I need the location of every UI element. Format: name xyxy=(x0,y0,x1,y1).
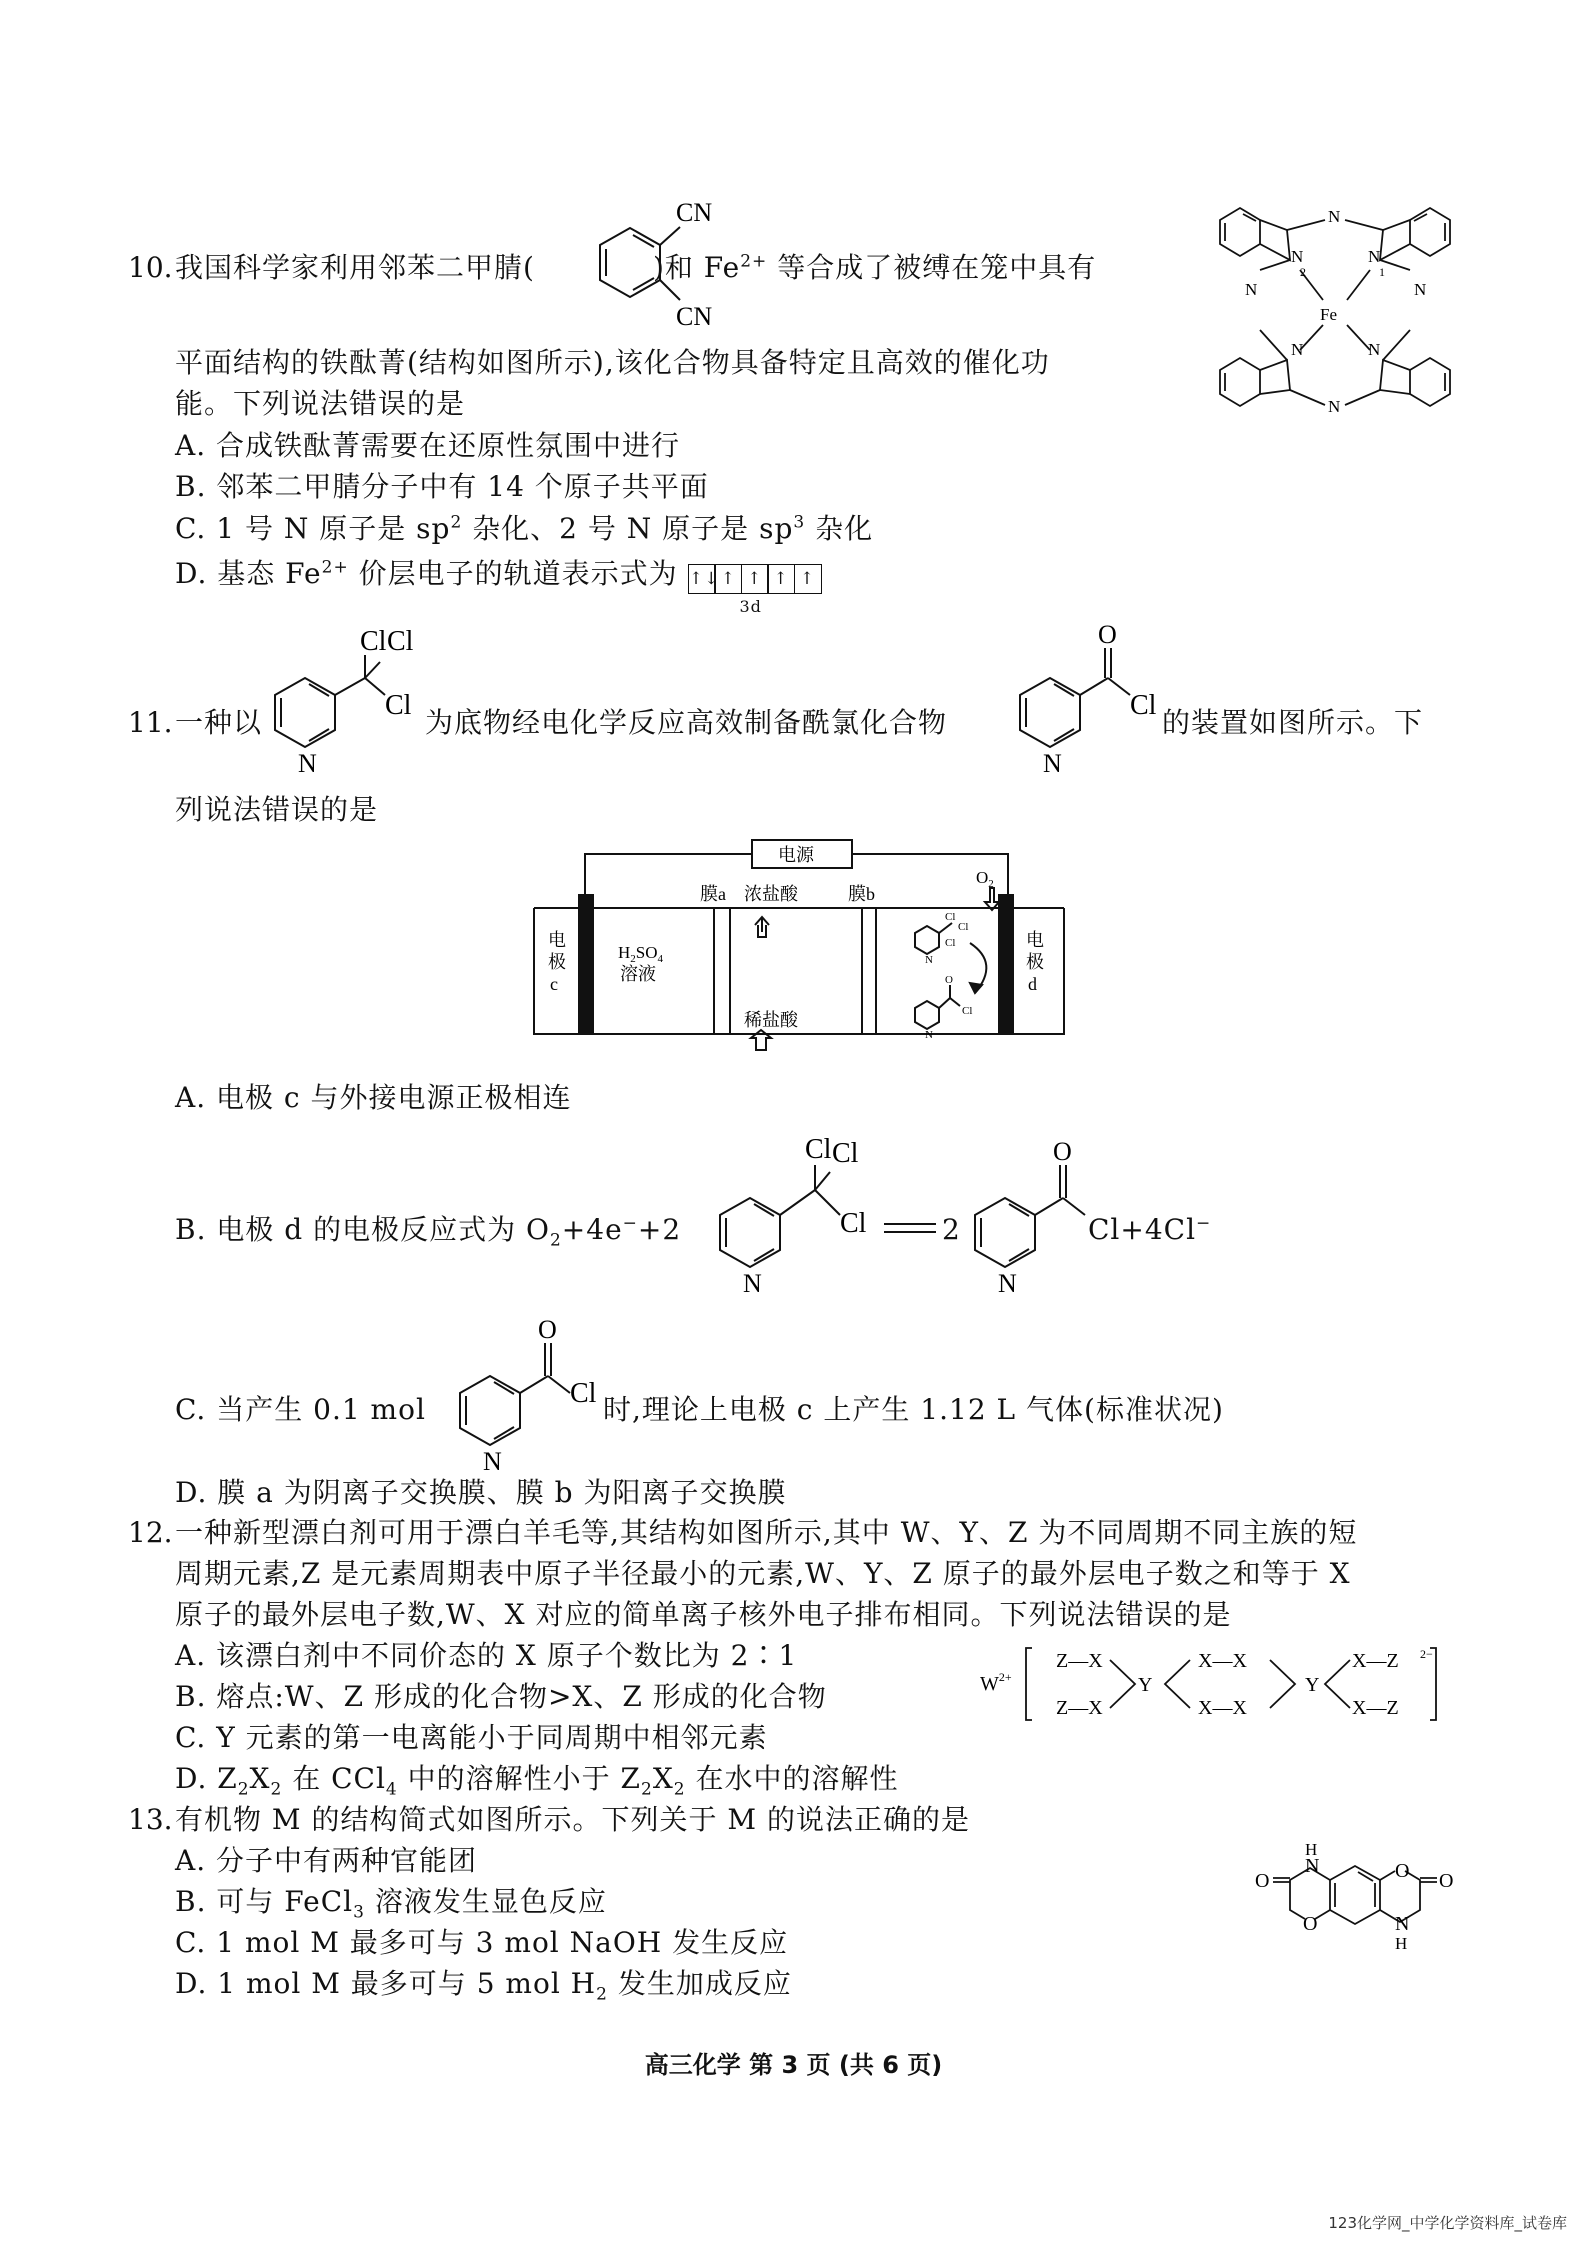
svg-text:H: H xyxy=(1395,1934,1408,1953)
q10-stem-line1: 我国科学家利用邻苯二甲腈( )和 $Fe^{2+}$ 等合成了被缚在笼中具有 xyxy=(175,251,1097,284)
svg-text:N: N xyxy=(1368,340,1381,359)
svg-text:N: N xyxy=(1328,397,1341,416)
svg-text:Cl: Cl xyxy=(962,1005,973,1017)
q12-stem-line1: 一种新型漂白剂可用于漂白羊毛等,其结构如图所示,其中 W、Y、Z 为不同周期不同主族的短 xyxy=(175,1516,1358,1549)
svg-text:Cl: Cl xyxy=(387,626,414,657)
svg-text:O: O xyxy=(1098,620,1117,649)
svg-text:浓盐酸: 浓盐酸 xyxy=(744,884,798,904)
q11-option-b: B. 电极 d 的电极反应式为 $O_2+4e^-+2$ xyxy=(175,1213,682,1251)
svg-text:O2: $O_2$ xyxy=(976,868,994,890)
bleach-structure xyxy=(980,1640,1460,1730)
q10-option-a: A. 合成铁酞菁需要在还原性氛围中进行 xyxy=(175,429,681,462)
compound-m-structure xyxy=(1235,1835,1475,1965)
svg-text:W2+: $W^{2+}$ xyxy=(980,1670,1012,1695)
q13-option-b: B. 可与 FeCl$_3$ 溶液发生显色反应 xyxy=(175,1885,607,1923)
svg-text:N: N xyxy=(1414,280,1427,299)
page-footer: 高三化学 第 3 页 (共 6 页) xyxy=(644,2051,943,2079)
svg-text:X—X: X—X xyxy=(1198,1697,1247,1719)
q10-option-b: B. 邻苯二甲腈分子中有 14 个原子共平面 xyxy=(175,470,709,503)
q13-number: 13. xyxy=(128,1803,173,1836)
svg-text:N: N xyxy=(1368,247,1381,266)
svg-text:膜b: 膜b xyxy=(848,884,875,904)
q11-option-a: A. 电极 c 与外接电源正极相连 xyxy=(175,1081,572,1114)
q11-number: 11. xyxy=(128,706,173,739)
q13-stem-line1: 有机物 M 的结构简式如图所示。下列关于 M 的说法正确的是 xyxy=(175,1803,970,1836)
equals-sign xyxy=(880,1218,940,1238)
svg-text:X—Z: X—Z xyxy=(1352,1697,1399,1719)
q10-number: 10. xyxy=(128,251,173,284)
svg-text:O: O xyxy=(1255,1870,1270,1892)
q13-option-c: C. 1 mol M 最多可与 3 mol NaOH 发生反应 xyxy=(175,1926,789,1959)
q11-stem-line2: 列说法错误的是 xyxy=(175,793,379,826)
option-b-product xyxy=(955,1120,1095,1310)
q10-stem-line3: 能。下列说法错误的是 xyxy=(175,387,466,420)
q11-stem-c: 的装置如图所示。下 xyxy=(1162,706,1424,739)
svg-text:极: 极 xyxy=(1026,952,1044,972)
svg-text:N: N xyxy=(483,1447,502,1476)
svg-text:N: N xyxy=(925,954,933,966)
svg-text:1: 1 xyxy=(1379,265,1385,279)
svg-text:Fe: Fe xyxy=(1320,305,1337,324)
svg-text:N: N xyxy=(1043,749,1062,778)
q10-option-c: C. 1 号 N 原子是 $sp^2$ 杂化、2 号 N 原子是 $sp^3$ 杂化 xyxy=(175,512,874,545)
svg-text:O: O xyxy=(1053,1137,1072,1166)
svg-text:Cl: Cl xyxy=(805,1134,832,1165)
svg-text:CN: CN xyxy=(676,302,713,331)
svg-text:Z—X: Z—X xyxy=(1056,1697,1103,1719)
svg-text:X—X: X—X xyxy=(1198,1650,1247,1672)
svg-text:Cl: Cl xyxy=(385,690,412,721)
orbital-diagram: ↑↓↑ ↑ ↑ ↑ 3d xyxy=(690,557,822,594)
svg-text:d: d xyxy=(1028,974,1037,994)
svg-text:Y: Y xyxy=(1138,1674,1153,1696)
svg-text:Y: Y xyxy=(1305,1674,1320,1696)
q11-stem-a: 一种以 xyxy=(175,706,263,739)
svg-text:电: 电 xyxy=(1026,930,1044,950)
option-b-reactant xyxy=(700,1120,890,1310)
svg-text:O: O xyxy=(538,1315,557,1344)
svg-text:2−: 2− xyxy=(1420,1647,1433,1661)
electrolysis-apparatus xyxy=(530,838,1070,1068)
svg-text:N: N xyxy=(925,1029,933,1041)
q12-number: 12. xyxy=(128,1516,173,1549)
svg-text:Z—X: Z—X xyxy=(1056,1650,1103,1672)
svg-text:N: N xyxy=(1395,1913,1410,1935)
q12-stem-line3: 原子的最外层电子数,W、X 对应的简单离子核外电子排布相同。下列说法错误的是 xyxy=(175,1598,1232,1631)
svg-text:N: N xyxy=(998,1269,1017,1298)
q10-option-d: D. 基态 $Fe^{2+}$ 价层电子的轨道表示式为 ↑↓↑ ↑ ↑ ↑ 3d xyxy=(175,556,822,594)
q13-option-a: A. 分子中有两种官能团 xyxy=(175,1844,478,1877)
option-c-product xyxy=(440,1298,597,1488)
svg-text:膜a: 膜a xyxy=(700,884,726,904)
phthalonitrile-structure xyxy=(570,195,720,345)
product-nicotinoyl-chloride xyxy=(1000,610,1175,785)
svg-text:H2SO4: $H_2SO_4$ xyxy=(618,943,664,965)
svg-text:Cl: Cl xyxy=(945,937,956,949)
watermark: 123化学网_中学化学资料库_试卷库 xyxy=(1328,2214,1567,2232)
svg-text:Cl: Cl xyxy=(840,1208,867,1239)
svg-text:N: N xyxy=(1291,340,1304,359)
svg-text:N: N xyxy=(1328,207,1341,226)
svg-text:N: N xyxy=(1291,247,1304,266)
q11-option-c: C. 当产生 0.1 mol xyxy=(175,1393,426,1426)
svg-text:Cl: Cl xyxy=(570,1378,597,1409)
svg-text:O: O xyxy=(1303,1913,1318,1935)
q11-option-d: D. 膜 a 为阴离子交换膜、膜 b 为阳离子交换膜 xyxy=(175,1476,787,1509)
svg-text:X—Z: X—Z xyxy=(1352,1650,1399,1672)
substrate-trichloromethylpyridine xyxy=(255,610,430,785)
svg-text:N: N xyxy=(1245,280,1258,299)
svg-text:N: N xyxy=(1305,1855,1320,1877)
svg-text:CN: CN xyxy=(676,198,713,227)
q12-stem-line2: 周期元素,Z 是元素周期表中原子半径最小的元素,W、Y、Z 原子的最外层电子数之和等于 X xyxy=(175,1557,1351,1590)
svg-text:H: H xyxy=(1305,1840,1318,1859)
svg-text:电: 电 xyxy=(548,930,566,950)
svg-text:极: 极 xyxy=(548,952,566,972)
q11-option-b-product: Cl+4Cl− xyxy=(1088,1213,1212,1246)
svg-text:稀盐酸: 稀盐酸 xyxy=(744,1010,798,1030)
q13-option-d: D. 1 mol M 最多可与 5 mol $H_2$ 发生加成反应 xyxy=(175,1967,792,2005)
svg-text:Cl: Cl xyxy=(832,1138,859,1169)
svg-text:O: O xyxy=(945,974,953,986)
svg-text:N: N xyxy=(743,1269,762,1298)
svg-text:溶液: 溶液 xyxy=(620,964,656,984)
q12-option-b: B. 熔点:W、Z 形成的化合物>X、Z 形成的化合物 xyxy=(175,1680,827,1713)
svg-text:Cl: Cl xyxy=(958,921,969,933)
iron-phthalocyanine-structure xyxy=(1205,190,1465,440)
q11-stem-b: 为底物经电化学反应高效制备酰氯化合物 xyxy=(425,706,948,739)
q11-option-b-coef: 2 xyxy=(942,1213,961,1246)
svg-text:N: N xyxy=(298,749,317,778)
svg-text:O: O xyxy=(1439,1870,1454,1892)
svg-text:电源: 电源 xyxy=(778,845,814,865)
q11-option-c-rest: 时,理论上电极 c 上产生 1.12 L 气体(标准状况) xyxy=(603,1393,1224,1426)
q10-stem-line2: 平面结构的铁酞菁(结构如图所示),该化合物具备特定且高效的催化功 xyxy=(175,346,1050,379)
q12-option-d: D. $Z_2X_2$ 在 CCl$_4$ 中的溶解性小于 $Z_2X_2$ 在水中的溶解性 xyxy=(175,1762,899,1800)
svg-text:Cl: Cl xyxy=(360,626,387,657)
q12-option-a: A. 该漂白剂中不同价态的 X 原子个数比为 2∶1 xyxy=(175,1639,798,1672)
svg-text:O: O xyxy=(1395,1860,1410,1882)
svg-text:2: 2 xyxy=(1300,265,1306,279)
svg-text:Cl: Cl xyxy=(1130,690,1157,721)
svg-text:Cl: Cl xyxy=(945,911,956,923)
svg-text:c: c xyxy=(550,974,558,994)
q12-option-c: C. Y 元素的第一电离能小于同周期中相邻元素 xyxy=(175,1721,768,1754)
